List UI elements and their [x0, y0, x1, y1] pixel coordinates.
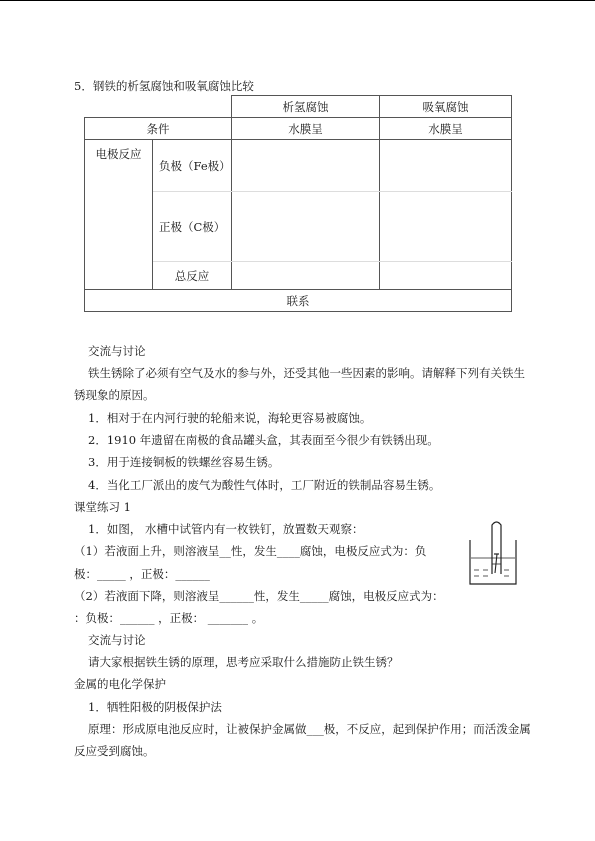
- water-trough: [470, 540, 516, 584]
- test-tube: [492, 522, 501, 574]
- table-row: [85, 140, 512, 192]
- discussion2-question: 请大家根据铁生锈的原理，思考应采取什么措施防止铁生锈？: [88, 655, 399, 669]
- protection-principle-line2: 反应受到腐蚀。: [74, 744, 155, 758]
- cell-positive-oxygen: [380, 192, 512, 262]
- cell-water-film-hydrogen: 水膜呈: [232, 118, 380, 140]
- exercise-part1-line1: （1）若液面上升，则溶液呈__性，发生____腐蚀，电极反应式为：负: [74, 544, 427, 558]
- exercise-part1-line2: 极：_____ ，正极：______: [74, 567, 210, 581]
- exercise-question: 1．如图， 水槽中试管内有一枚铁钉，放置数天观察：: [88, 522, 364, 536]
- cell-total-oxygen: [380, 262, 512, 290]
- test-tube-apparatus-diagram: [468, 518, 518, 586]
- page-top-rule: [0, 0, 595, 1]
- list-item: 1．相对于在内河行驶的轮船来说，海轮更容易被腐蚀。: [88, 411, 372, 425]
- table-row: [85, 118, 512, 140]
- list-item: 2．1910 年遗留在南极的食品罐头盒，其表面至今很少有铁锈出现。: [88, 433, 439, 447]
- protection-title: 金属的电化学保护: [74, 677, 166, 691]
- discussion-title: 交流与讨论: [88, 344, 146, 358]
- protection-method1: 1．牺牲阳极的阴极保护法: [88, 700, 222, 714]
- discussion-intro-line1: 铁生锈除了必须有空气及水的参与外，还受其他一些因素的影响。请解释下列有关铁生: [88, 366, 525, 380]
- section-heading: 5．钢铁的析氢腐蚀和吸氧腐蚀比较: [74, 79, 254, 93]
- table-corner-cell: [85, 96, 232, 118]
- cell-water-film-oxygen: 水膜呈: [380, 118, 512, 140]
- row-label-negative-electrode: 负极（Fe极）: [153, 140, 232, 192]
- row-label-condition: 条件: [85, 118, 232, 140]
- exercise-part2-line1: （2）若液面下降，则溶液呈______性，发生_____腐蚀，电极反应式为：: [74, 589, 444, 603]
- comparison-table: [84, 95, 512, 312]
- cell-positive-hydrogen: [232, 192, 380, 262]
- table-row: [85, 96, 512, 118]
- protection-principle-line1: 原理：形成原电池反应时，让被保护金属做___极，不反应，起到保护作用；而活泼金属: [88, 722, 531, 736]
- cell-negative-oxygen: [380, 140, 512, 192]
- header-oxygen-corrosion: 吸氧腐蚀: [380, 96, 512, 118]
- list-item: 3．用于连接铜板的铁螺丝容易生锈。: [88, 455, 280, 469]
- exercise-part2-line2: ：负极：______ ，正极： _______ 。: [74, 611, 264, 625]
- row-label-electrode-reaction: 电极反应: [85, 140, 153, 290]
- header-hydrogen-corrosion: 析氢腐蚀: [232, 96, 380, 118]
- discussion2-title: 交流与讨论: [88, 633, 146, 647]
- cell-total-hydrogen: [232, 262, 380, 290]
- row-label-positive-electrode: 正极（C极）: [153, 192, 232, 262]
- iron-nail: [495, 554, 497, 573]
- row-label-relation: 联系: [85, 290, 512, 312]
- row-label-total-reaction: 总反应: [153, 262, 232, 290]
- table-row: [85, 290, 512, 312]
- cell-negative-hydrogen: [232, 140, 380, 192]
- exercise-title: 课堂练习 1: [74, 500, 131, 514]
- list-item: 4．当化工厂派出的废气为酸性气体时，工厂附近的铁制品容易生锈。: [88, 478, 441, 492]
- discussion-intro-line2: 锈现象的原因。: [74, 388, 155, 402]
